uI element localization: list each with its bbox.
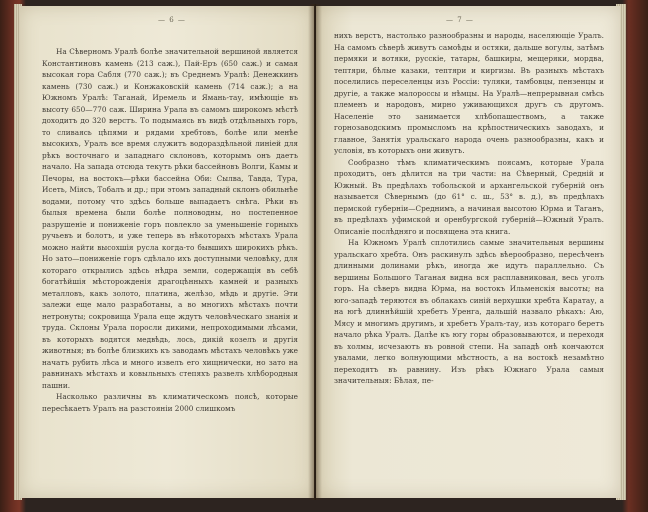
paragraph: На Сѣверномъ Уралѣ болѣе значительной вершиной является Константиновъ камень (213 саж.), Пай-Еръ (650 саж.) и самая высокая гора Сабля (770 саж.); въ Среднемъ Уралѣ: Денежкинъ камень (730 саж.) и Конжаковскій камень (714 саж.); а на Южномъ Уралѣ: Таганай, Иремель и Ямань-тау, имѣющіе въ высоту 650—770 саж. Ширина Урала въ самомъ широкомъ мѣстѣ доходитъ до 320 верстъ. То подымаясь въ видѣ отдѣльныхъ горъ, то сливаясь цѣпями и рядами хребтовъ, болѣе или менѣе высокихъ, Уралъ все время служитъ водораздѣльной линіей для рѣкъ восточнаго и западнаго склоновъ, которымъ онъ даетъ начало. На запада отсюда текутъ рѣки бассейновъ Волги, Камы и Печоры, на востокъ—рѣки бассейна Оби: Сылва, Тавда, Тура, Исеть, Міясъ, Тобалъ и др.; при этомъ западный склонъ обильнѣе водами, потому что здѣсь больше выпадаетъ снѣга. Рѣки въ былыя времена были болѣе полноводны, но постепенное разрушеніе и пониженіе горъ повлекло за уменьшеніе горныхъ ручьевъ и болотъ, и уже теперь въ нѣкоторыхъ мѣстахъ Урала можно найти высохшія русла когда-то бывшихъ широкихъ рѣкъ. Но зато—пониженіе горъ сдѣлало ихъ доступными человѣку, для котораго открылись здѣсь нѣдра земли, содержащія въ себѣ богатѣйшія мѣсторожденія драгоцѣнныхъ камней и разныхъ металловъ, какъ золото, платина, желѣзо, мѣдь и другіе. Эти залежи еще мало разработаны, а во многихъ мѣстахъ почти нетронуты; сокровища Урала еще ждутъ человѣческаго знанія и труда. Склоны Урала поросли дикими, непроходимыми лѣсами, въ которыхъ водятся медвѣдь, лось, дикій козелъ и другія животныя; въ болѣе близкихъ къ заводамъ мѣстахъ человѣкъ уже начатъ рубить лѣса и много извелъ его хищнически, но зато на равнинахъ мѣстахъ и ковыльныхъ степяхъ развелъ хлѣбородныя пашни.: [42, 47, 298, 390]
page-number: — 6 —: [158, 16, 186, 24]
paragraph: Сообразно тѣмъ климатическимъ поясамъ, которые Урала проходитъ, онъ дѣлится на три части: на Сѣверный, Средній и Южный. Въ предѣлахъ тобольской и архангельской губерній онъ называется Сѣвернымъ (до 61° с. ш., 53° в. д.), въ предѣлахъ пермской губерніи—Среднимъ, а начиная высотою Юрма и Таганъ, въ предѣлахъ уфимской и оренбургской губерній—Южный Уралъ. Описаніе послѣдняго и посвящена эта книга.: [334, 157, 604, 236]
page-body: [42, 46, 298, 414]
right-page: [316, 6, 620, 498]
book-gutter: [308, 4, 322, 500]
page-number: — 7 —: [446, 16, 474, 24]
paragraph: нихъ верстъ, настолько разнообразны и народы, населяющіе Уралъ. На самомъ сѣверѣ живутъ самоѣды и остяки, дальше вогулы, затѣмъ пермяки и вотяки, русскіе, татары, башкиры, мещеряки, мордва, тептяри, бѣлые казаки, тептяри и киргизы. Въ разныхъ мѣстахъ поселились переселенцы изъ Россіи: туляки, тамбовцы, пензенцы и другіе, а также малороссы и нѣмцы. На Уралѣ—непрерывная смѣсь племенъ и народовъ, мирно уживающихся другъ съ другомъ. Населеніе это занимается хлѣбопашествомъ, а также горнозаводскимъ промысломъ на крѣпостническихъ заводахъ, и главное, Занятія уральскаго народа очень разнообразны, какъ и условія, въ которыхъ они живутъ.: [334, 31, 604, 155]
page-body: [334, 30, 604, 387]
left-page: [20, 6, 314, 498]
paragraph: На Южномъ Уралѣ сплотились самые значительныя вершины уральскаго хребта. Онъ раскинулъ здѣсь вѣерообразно, пересѣченъ длинными долинами рѣкъ, иногда же идутъ параллельно. Съ вершины Большого Таганая видна вся расплавниковая, весь уголъ горъ. На сѣверъ видна Юрма, на востокъ Ильменскія высоты; на юго-западѣ теряются въ облакахъ синій верхушки хребта Каратау, а на югѣ длиннѣйшій хребетъ Уренга, дальшій назвало рѣкахъ: Аю, Мясу и многимъ другимъ, и хребетъ Уралъ-тау, изъ котораго беретъ начало рѣка Уралъ. Далѣе къ югу горы образовываются, и переходя въ холмы, исчезаютъ въ ровной степи. На западѣ онѣ кончаются увалами, легко волнующими мѣстность, а на востокѣ незамѣтно переходятъ въ равнину. Изъ рѣкъ Южнаго Урала самыя значительныя: Бѣлая, пе-: [334, 238, 604, 385]
paragraph: Насколько различны въ климатическомъ поясѣ, которые пересѣкаетъ Уралъ на разстояніи 2000 слишкомъ: [42, 392, 298, 413]
